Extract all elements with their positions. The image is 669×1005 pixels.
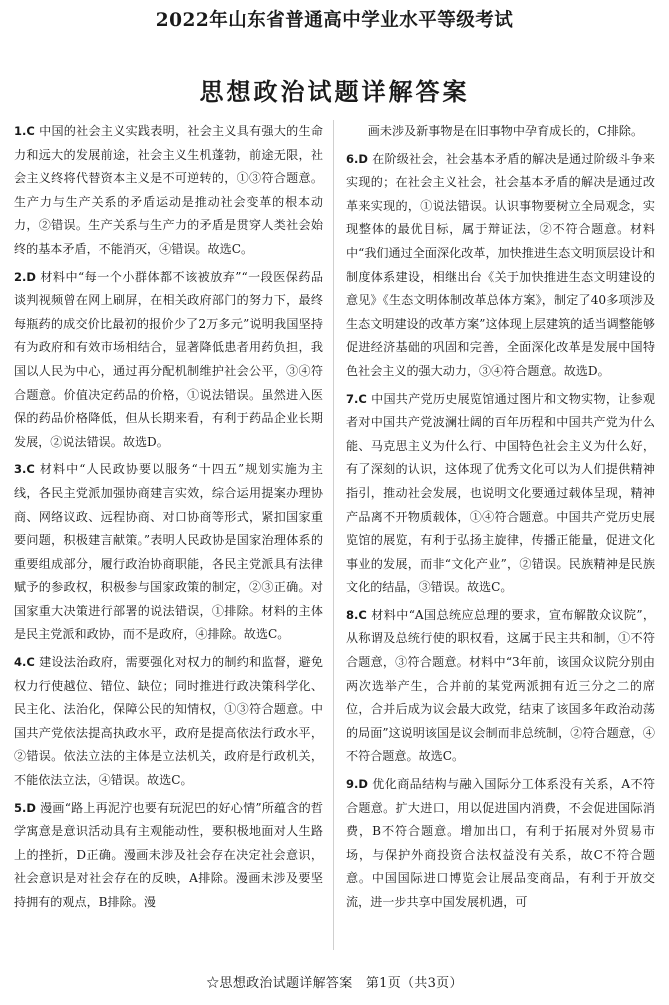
answer-explanation: 建设法治政府，需要强化对权力的制约和监督，避免权力行使越位、错位、缺位；同时推进行政决策科学化、民主化、法治化，保障公民的知情权，①③符合题意。中国共产党依法提高执政水平，政府是提高依法行政水平，②错误。依法立法的主体是立法机关，政府是行政机关，不能依法立法，④错误。故选C。 bbox=[14, 655, 323, 788]
question-number: 5. bbox=[14, 800, 27, 815]
answer-explanation: 材料中“人民政协要以服务“十四五”规划实施为主线，各民主党派加强协商建言实效，综合运用提案办理协商、网络议政、远程协商、对口协商等形式，紧扣国家重要问题，积极建言献策。”表明人民政协是国家治理体系的重要组成部分，履行政治协商职能，各民主党派具有法律赋予的参政权，积极参与国家政策的制定，②③正确。对国家重大决策进行部署的说法错误，①排除。材料的主体是民主党派和政协，而不是政府，④排除。故选C。 bbox=[14, 462, 323, 642]
question-number: 7. bbox=[346, 391, 359, 406]
answer-option: D bbox=[358, 777, 368, 792]
answer-option: C bbox=[26, 124, 35, 138]
answer-option: C bbox=[26, 462, 35, 477]
answer-option: C bbox=[358, 607, 367, 622]
answer-item bbox=[346, 604, 655, 769]
page-title: 2022年山东省普通高中学业水平等级考试 bbox=[155, 10, 514, 31]
answer-explanation: 优化商品结构与融入国际分工体系没有关系，A不符合题意。扩大进口，用以促进国内消费，不会促进国际消费，B不符合题意。增加出口，有利于拓展对外贸易市场，与保护外商投资合法权益没有关系，故C不符合题意。中国国际进口博览会让展品变商品，有利于开放交流，进一步共享中国发展机遇，可 bbox=[346, 777, 655, 909]
answer-item-continued bbox=[346, 120, 655, 144]
answer-item bbox=[14, 797, 323, 915]
answer-option: D bbox=[26, 800, 36, 815]
answer-item bbox=[346, 388, 655, 600]
answer-explanation: 中国共产党历史展览馆通过图片和文物实物，让参观者对中国共产党波澜壮阔的百年历程和中国共产党为什么能、马克思主义为什么行、中国特色社会主义为什么好，有了深刻的认识，这体现了优秀文化可以为人们提供精神指引，推动社会发展，也说明文化要通过载体呈现，精神产品离不开物质载体，①④符合题意。中国共产党历史展览馆的展览，有利于弘扬主旋律，传播正能量，促进文化事业的发展，而非“文化产业”，②错误。民族精神是民族文化的结晶，③错误。故选C。 bbox=[346, 391, 655, 595]
left-column bbox=[14, 120, 323, 955]
question-number: 6. bbox=[346, 151, 359, 166]
answer-item bbox=[14, 651, 323, 793]
question-number: 2. bbox=[14, 269, 27, 284]
answer-option: D bbox=[26, 269, 36, 284]
answer-item bbox=[14, 458, 323, 647]
question-number: 3. bbox=[14, 462, 27, 477]
answer-explanation: 漫画“路上再泥泞也要有玩泥巴的好心情”所蕴含的哲学寓意是意识活动具有主观能动性，要积极地面对人生路上的挫折，D正确。漫画未涉及社会存在决定社会意识，社会意识是对社会存在的反映，A排除。漫画未涉及要坚持拥有的观点，B排除。漫 bbox=[14, 800, 323, 909]
answer-explanation: 中国的社会主义实践表明，社会主义具有强大的生命力和远大的发展前途，社会主义生机蓬勃，前途无限，社会主义终将代替资本主义是不可逆转的，①③符合题意。生产力与生产关系的矛盾运动是推动社会变革的根本动力，②错误。生产关系与生产力的矛盾是贯穿人类社会始终的基本矛盾，不能消灭，④错误。故选C。 bbox=[14, 124, 323, 256]
answer-explanation: 材料中“每一个小群体都不该被放弃”“一段医保药品谈判视频曾在网上刷屏，在相关政府部门的努力下，最终每瓶药的成交价比最初的报价少了2万多元”说明我国坚持有为政府和有效市场相结合，显著降低患者用药负担，我国以人民为中心，通过再分配机制维护社会公平，③④符合题意。价值决定药品的价格，①说法错误。虽然进入医保的药品价格降低，但从长期来看，有利于药品企业长期发展，②说法错误。故选D。 bbox=[14, 269, 323, 449]
answer-item bbox=[346, 773, 655, 915]
answer-option: C bbox=[26, 655, 35, 670]
answer-item bbox=[14, 120, 323, 262]
answer-explanation: 材料中“A国总统应总理的要求，宣布解散众议院”，从称谓及总统行使的职权看，这属于民主共和制，①不符合题意，③符合题意。材料中“3年前，该国众议院分别由两次选举产生，合并前的某党两派拥有近三分之二的席位，合并后成为议会最大政党，结束了该国多年政治动荡的局面”这说明该国是议会制而非总统制，②符合题意，④不符合题意。故选C。 bbox=[346, 607, 655, 764]
right-column bbox=[346, 120, 655, 955]
page-subtitle: 思想政治试题详解答案 bbox=[199, 77, 470, 106]
answer-item bbox=[346, 148, 655, 384]
page-footer: ☆思想政治试题详解答案 第1页（共3页） bbox=[206, 976, 463, 991]
answer-item bbox=[14, 266, 323, 455]
question-number: 8. bbox=[346, 607, 359, 622]
question-number: 4. bbox=[14, 655, 27, 670]
answer-explanation: 画未涉及新事物是在旧事物中孕育成长的，C排除。 bbox=[367, 124, 644, 138]
answer-option: C bbox=[358, 391, 367, 406]
question-number: 1. bbox=[14, 124, 27, 138]
answer-option: D bbox=[358, 151, 368, 166]
answer-explanation: 在阶级社会，社会基本矛盾的解决是通过阶级斗争来实现的；在社会主义社会，社会基本矛盾的解决是通过改革来实现的，①说法错误。认识事物要树立全局观念，实现整体的最优目标，属于辩证法，②不符合题意。材料中“我们通过全面深化改革，加快推进生态文明顶层设计和制度体系建设，相继出台《关于加快推进生态文明建设的意见》《生态文明体制改革总体方案》，制定了40多项涉及生态文明建设的改革方案”这体现上层建筑的适当调整能够促进经济基础的巩固和完善，全面深化改革是发展中国特色社会主义的强大动力，③④符合题意。故选D。 bbox=[346, 151, 655, 378]
question-number: 9. bbox=[346, 777, 359, 792]
column-divider bbox=[333, 120, 334, 950]
